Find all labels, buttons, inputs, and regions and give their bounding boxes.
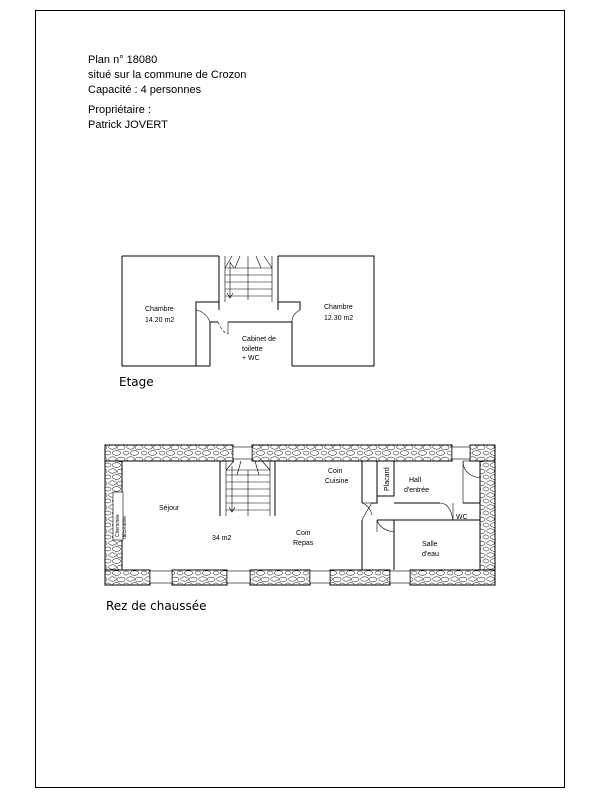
rez-hall-line2: d'entrée (404, 487, 430, 494)
etage-door-chambre1 (196, 310, 210, 322)
rez-salle-line1: Salle (422, 541, 438, 548)
plan-capacity: Capacité : 4 personnes (88, 84, 202, 96)
etage-plan (119, 256, 374, 389)
rez-sejour: Séjour (159, 505, 180, 512)
rez-hall-line1: Hall (409, 477, 422, 484)
etage-chambre1-area: 14.20 m2 (145, 317, 175, 324)
plan-number: Plan n° 18080 (88, 54, 158, 66)
etage-caption: Etage (119, 375, 154, 389)
owner-name: Patrick JOVERT (88, 119, 168, 131)
rez-wc: WC (456, 514, 468, 521)
etage-stairs (225, 256, 272, 302)
rez-coin-cuisine-line1: Coin (328, 468, 343, 475)
owner-label: Propriétaire : (88, 104, 151, 116)
rez-stairs (220, 461, 275, 516)
rez-stone-walls (105, 445, 495, 585)
etage-cabinet-line3: + WC (242, 355, 260, 362)
rez-caption: Rez de chaussée (106, 599, 207, 613)
plan-commune: situé sur la commune de Crozon (88, 69, 247, 81)
etage-chambre2-area: 12.30 m2 (324, 315, 354, 322)
rez-coin-repas-line2: Repas (293, 540, 314, 547)
etage-cabinet-line2: toilette (242, 346, 263, 353)
rez-sejour-area: 34 m2 (212, 535, 232, 542)
etage-door-cabinet (218, 322, 228, 334)
rez-cheminee-line1: Cheminée (115, 514, 121, 537)
rez-cheminee-line2: décorative (122, 515, 128, 539)
etage-chambre2-name: Chambre (324, 304, 353, 311)
etage-chambre1-name: Chambre (145, 306, 174, 313)
rez-plan (105, 445, 495, 613)
rez-coin-cuisine-line2: Cuisine (325, 478, 349, 485)
rez-placard: Placard (384, 467, 391, 491)
etage-door-chambre2 (292, 310, 300, 322)
rez-coin-repas-line1: Coin (296, 530, 311, 537)
rez-windows (150, 447, 470, 583)
etage-cabinet-line1: Cabinet de (242, 336, 276, 343)
rez-salle-line2: d'eau (422, 551, 439, 558)
